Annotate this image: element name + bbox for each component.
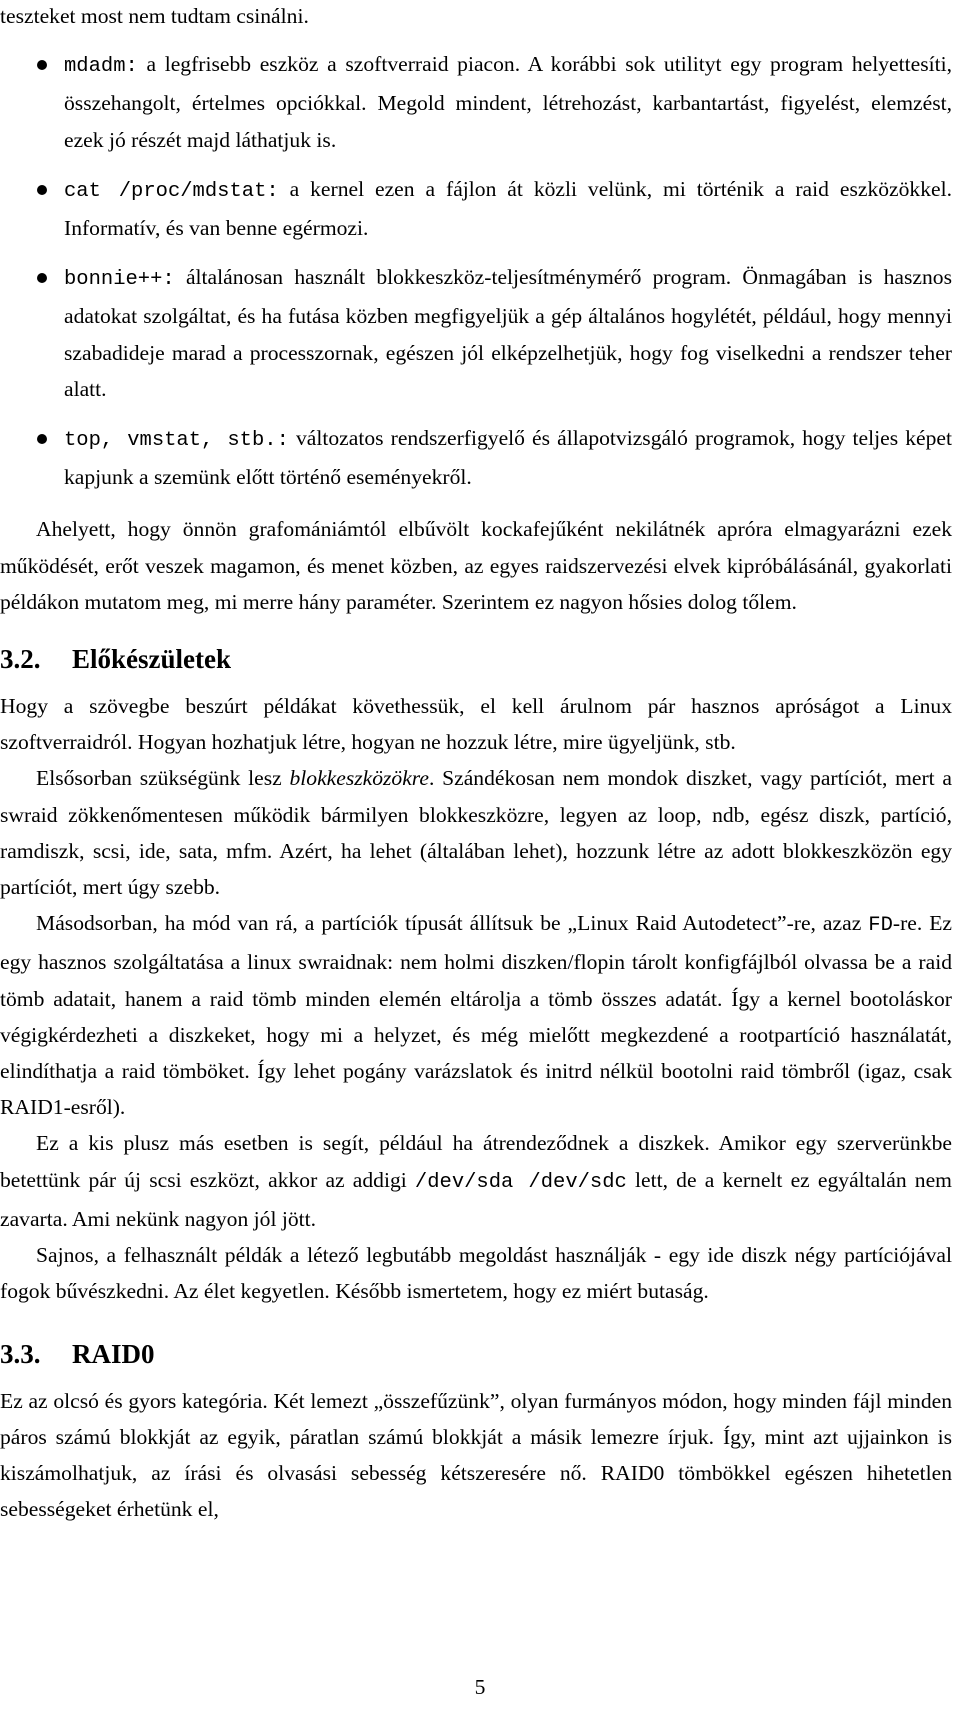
section-number: 3.2. xyxy=(0,644,41,675)
tool-description: általánosan használt blokkeszköz-teljesítménymérő program. Önmagában is hasznos adatokat szolgáltat, és ha futása közben megfigyeljük a gép általános hogylétét, például, hogy mennyi szabadideje marad a processzornak, egészen jól elképzelhetjük, hogy fog viselkedni a rendszer teher alatt. xyxy=(64,265,952,401)
section-title: RAID0 xyxy=(72,1338,155,1369)
tool-name: bonnie++: xyxy=(64,268,175,292)
bullet-icon xyxy=(37,60,47,70)
text-run: Elsősorban szükségünk lesz xyxy=(36,766,290,791)
text-run: lett, de a kernelt ez egyáltalán nem zavarta. Ami nekünk nagyon jól jött. xyxy=(0,1167,952,1231)
section-3-2-paragraph-3 xyxy=(0,905,952,1125)
tool-list xyxy=(0,46,952,495)
tool-name: mdadm: xyxy=(64,55,138,79)
text-run: Másodsorban, ha mód van rá, a partíciók típusát állítsuk be „Linux Raid Autodetect”-re, azaz xyxy=(36,911,869,936)
section-heading-3-3 xyxy=(0,1336,952,1372)
list-item xyxy=(0,171,952,246)
section-3-2-paragraph-5: Sajnos, a felhasznált példák a létező legbutább megoldást használják - egy ide diszk négy partíciójával fogok bűvészkedni. Az élet kegyetlen. Később ismertetem, hogy ez miért butaság. xyxy=(0,1243,952,1304)
page-number: 5 xyxy=(474,1675,486,1699)
bullet-icon xyxy=(37,273,47,283)
section-3-3-paragraph-1: Ez az olcsó és gyors kategória. Két lemezt „összefűzünk”, olyan furmányos módon, hogy minden fájl minden páros számú blokkját az egyik, páratlan számú blokkját a másik lemezre írjuk. Így, mint azt ujjainkon is kiszámolhatjuk, az írási és olvasási sebesség kétszeresére nő. RAID0 tömbökkel egészen hihetetlen sebességeket érhetünk el, xyxy=(0,1388,952,1522)
tool-description: a legfrisebb eszköz a szoftverraid piacon. A korábbi sok utilityt egy program helyettesíti, összehangolt, értelmes opciókkal. Megold mindent, létrehozást, karbantartást, figyelést, elemzést, ezek jó részét majd láthatjuk is. xyxy=(64,52,952,152)
list-item xyxy=(0,46,952,158)
bullet-icon xyxy=(37,185,47,195)
section-title: Előkészületek xyxy=(72,644,231,675)
list-item xyxy=(0,420,952,495)
tool-description: a kernel ezen a fájlon át közli velünk, mi történik a raid eszközökkel. Informatív, és van benne egérmozi. xyxy=(64,176,952,241)
list-item xyxy=(0,259,952,407)
section-heading-3-2 xyxy=(0,641,952,677)
bullet-icon xyxy=(37,434,47,444)
text-run: -re. Ez egy hasznos szolgáltatása a linux swraidnak: nem holmi diszken/flopin tárolt konfigfájlból olvassa be a raid tömb adatait, hanem a raid tömb minden elemén eltárolja a tömb összes adatát. Így a kernel bootoláskor végigkérdezheti a diszkeket, hogy mi a helyzet, és még mielőtt megkezdené a rootpartíció használatát, elindíthatja a raid tömböket. Így lehet pogány varázslatok és initrd nélkül bootolni raid tömbről (igaz, csak RAID1-esről). xyxy=(0,911,952,1120)
code-term: FD xyxy=(868,914,893,938)
section-3-2-paragraph-2 xyxy=(0,760,952,905)
text-run: Ez a kis plusz más esetben is segít, például ha átrendeződnek a diszkek. Amikor egy szerverünkbe betettünk pár új scsi eszközt, akkor az addigi xyxy=(0,1131,952,1192)
section-number: 3.3. xyxy=(0,1338,41,1369)
section-3-2-paragraph-4 xyxy=(0,1125,952,1237)
tool-description: változatos rendszerfigyelő és állapotvizsgáló programok, hogy teljes képet kapjunk a szemünk előtt történő eseményekről. xyxy=(64,426,953,490)
text-run: . Szándékosan nem mondok diszket, vagy partíciót, mert a swraid zökkenőmentesen működik bármilyen blokkeszközre, legyen az loop, ndb, egész diszk, partíció, ramdiszk, scsi, ide, sata, mfm. Azért, ha lehet (általában lehet), hozzunk létre az adott blokkeszközön egy partíciót, mert úgy szebb. xyxy=(0,766,952,900)
tool-name: cat /proc/mdstat: xyxy=(64,179,279,203)
intro-paragraph: Ahelyett, hogy önnön grafomániámtól elbűvölt kockafejűként nekilátnék apróra elmagyarázni ezek működését, erőt veszek magamon, és menet közben, az egyes raidszervezési elvek kipróbálásánál, gyakorlati példákon mutatom meg, mi merre hány paraméter. Szerintem ez nagyon hősies dolog tőlem. xyxy=(0,517,952,614)
code-term: /dev/sda /dev/sdc xyxy=(414,1170,627,1194)
intro-fragment: teszteket most nem tudtam csinálni. xyxy=(0,4,309,28)
section-3-2-paragraph-1: Hogy a szövegbe beszúrt példákat követhessük, el kell árulnom pár hasznos apróságot a Linux szoftverraidról. Hogyan hozhatjuk létre, hogyan ne hozzuk létre, mire ügyeljünk, stb. xyxy=(0,694,952,755)
emphasis-term: blokkeszközökre xyxy=(289,766,429,791)
tool-name: top, vmstat, stb.: xyxy=(64,429,289,453)
